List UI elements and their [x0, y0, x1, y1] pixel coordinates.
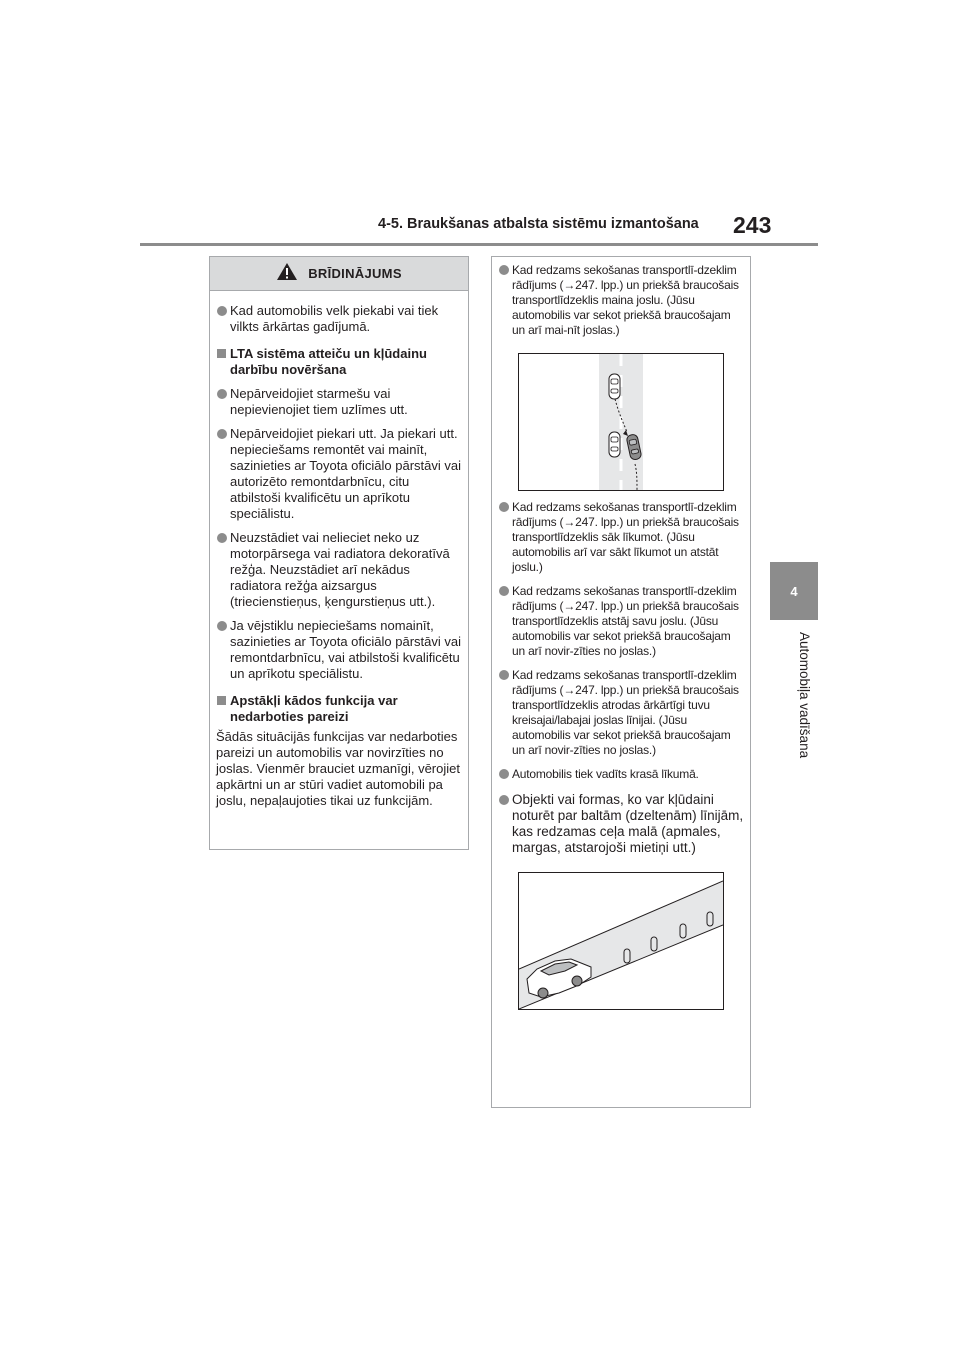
bullet-dot-icon [217, 621, 227, 631]
bullet-text: Kad automobilis velk piekabi vai tiek vilkts ārkārtas gadījumā. [230, 303, 439, 334]
warning-title: BRĪDINĀJUMS [308, 266, 402, 281]
lane-change-svg [519, 354, 723, 490]
car-icon [609, 432, 620, 457]
condition-item [498, 792, 744, 856]
header-rule [140, 243, 818, 246]
bullet-text: Kad redzams sekošanas transportlī-dzeklim rādījums (→247. lpp.) un priekšā braucošais transportlīdzeklis atrodas ārkārtīgi tuvu kreisajai/labajai joslas līnijai. (Jūsu automobilis var sekot priekšā braucošajam un arī novir-zīties no joslas.) [512, 668, 739, 757]
bullet-dot-icon [499, 670, 509, 680]
roadside-svg [519, 873, 723, 1009]
bullet-text: Neuzstādiet vai nelieciet neko uz motorpārsega vai radiatora dekoratīvā režģa. Neuzstādiet arī nekādus radiatora režģa aizsargus (triecienstieņus, ķengurstieņus utt.). [230, 530, 450, 609]
condition-item [498, 668, 744, 758]
bullet-dot-icon [499, 502, 509, 512]
warning-bullet [216, 386, 462, 418]
bullet-dot-icon [217, 533, 227, 543]
warning-bullet [216, 530, 462, 610]
bullet-dot-icon [217, 429, 227, 439]
warning-box [209, 256, 469, 850]
continued-box [491, 256, 751, 1108]
warning-bullet [216, 426, 462, 522]
warning-bullet [216, 303, 462, 335]
condition-item [498, 584, 744, 659]
bullet-dot-icon [499, 265, 509, 275]
roadside-objects-illustration [518, 872, 724, 1010]
heading-text: Apstākļi kādos funkcija var nedarboties pareizi [230, 693, 398, 724]
warning-heading [216, 346, 462, 378]
bullet-dot-icon [217, 389, 227, 399]
car-icon [609, 374, 620, 399]
chapter-tab [770, 562, 818, 620]
condition-item [498, 500, 744, 575]
heading-text: LTA sistēma atteiču un kļūdainu darbību novēršana [230, 346, 427, 377]
bullet-dot-icon [499, 586, 509, 596]
bullet-text: Kad redzams sekošanas transportlī-dzeklim rādījums (→247. lpp.) un priekšā braucošais transportlīdzeklis atstāj savu joslu. (Jūsu automobilis var sekot priekšā braucošajam un arī novir-zīties no joslas.) [512, 584, 739, 658]
square-bullet-icon [217, 696, 226, 705]
bullet-text: Nepārveidojiet piekari utt. Ja piekari utt. nepieciešams remontēt vai mainīt, sazinieties ar Toyota oficiālo pārstāvi vai autorizēto remontdarbnīcu, citu atbilstoši kvalificētu un aprīkotu speciālistu. [230, 426, 461, 521]
square-bullet-icon [217, 349, 226, 358]
warning-icon [276, 262, 298, 286]
bullet-text: Kad redzams sekošanas transportlī-dzeklim rādījums (→247. lpp.) un priekšā braucošais transportlīdzeklis sāk līkumot. (Jūsu automobilis arī var sākt līkumot un atstāt joslu.) [512, 500, 739, 574]
bullet-text: Objekti vai formas, ko var kļūdaini noturēt par baltām (dzeltenām) līnijām, kas redzamas ceļa malā (apmales, margas, atstarojoši mietiņi utt.) [512, 792, 744, 855]
bullet-text: Automobilis tiek vadīts krasā līkumā. [512, 767, 699, 781]
bullet-text: Ja vējstiklu nepieciešams nomainīt, sazinieties ar Toyota oficiālo pārstāvi vai remontdarbnīcu, vai atbilstoši kvalificētu un aprīkotu speciālistu. [230, 618, 461, 681]
chapter-number: 4 [790, 583, 798, 599]
bullet-text: Nepārveidojiet starmešu vai nepievienojiet tiem uzlīmes utt. [230, 386, 408, 417]
bullet-dot-icon [499, 795, 509, 805]
continued-content [492, 257, 750, 1010]
warning-content [210, 291, 468, 809]
page-number: 243 [733, 212, 772, 238]
warning-header [210, 257, 468, 291]
chapter-label: Automobiļa vadīšana [797, 632, 812, 759]
condition-item [498, 767, 744, 782]
bullet-dot-icon [499, 769, 509, 779]
warning-heading [216, 693, 462, 725]
page-header-title: 4-5. Braukšanas atbalsta sistēmu izmantošana [378, 216, 699, 232]
warning-paragraph: Šādās situācijās funkcijas var nedarboties pareizi un automobilis var novirzīties no joslas. Vienmēr brauciet uzmanīgi, vērojiet apkārtni un ar stūri vadiet automobili pa joslu, nepaļaujoties tikai uz funkcijām. [216, 729, 460, 808]
warning-bullet [216, 618, 462, 682]
bullet-text: Kad redzams sekošanas transportlī-dzeklim rādījums (→247. lpp.) un priekšā braucošais transportlīdzeklis maina joslu. (Jūsu automobilis var sekot priekšā braucošajam un arī mai-nīt joslas.) [512, 263, 739, 337]
lane-change-illustration [518, 353, 724, 491]
bullet-dot-icon [217, 306, 227, 316]
condition-item [498, 263, 744, 338]
